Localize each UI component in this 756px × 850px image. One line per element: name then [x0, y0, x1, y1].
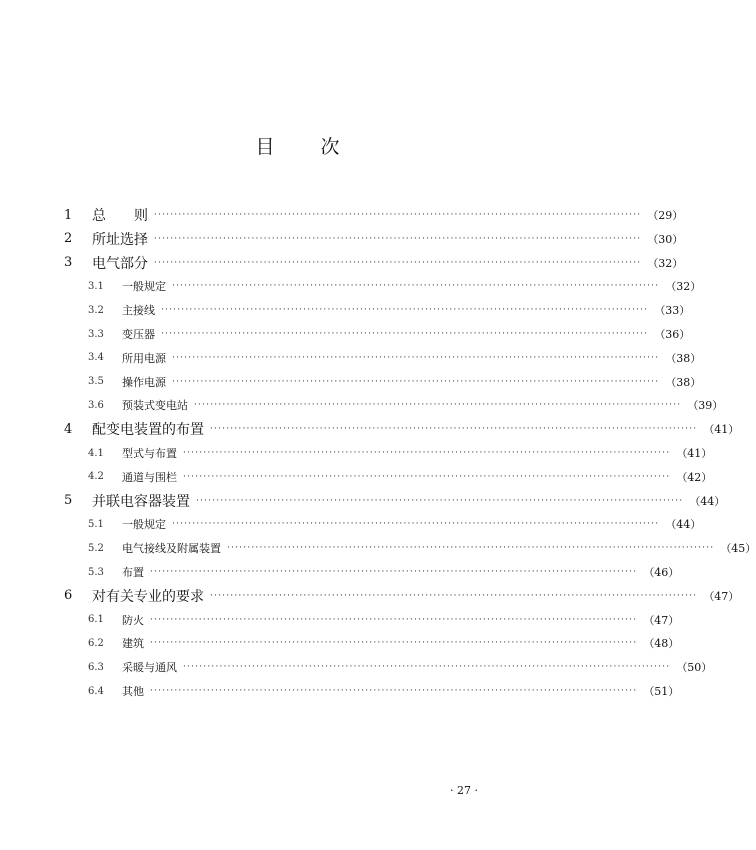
toc-entry-label: 所址选择 [92, 231, 148, 248]
toc-entry-label: 配变电装置的布置 [92, 422, 204, 439]
toc-entry [64, 229, 684, 249]
toc-entry-page: （47） [643, 613, 680, 627]
toc-entry-page: （51） [643, 685, 680, 698]
toc-entry-number: 4.2 [88, 471, 104, 483]
toc-entry-page: （32） [665, 280, 702, 294]
toc-leader-dots: ························································································································ [196, 495, 684, 506]
toc-entry-number: 1 [64, 207, 73, 223]
toc-leader-dots: ························································································································ [154, 257, 642, 268]
toc-leader-dots: ························································································································ [154, 210, 642, 220]
toc-entry [64, 586, 740, 606]
toc-entry-label: 电气部分 [92, 255, 148, 272]
toc-entry [64, 562, 680, 582]
toc-entry-label: 型式与布置 [122, 447, 177, 460]
toc-entry-label: 通道与围栏 [122, 470, 177, 484]
toc-entry [64, 372, 702, 392]
toc-entry-label: 并联电容器装置 [92, 493, 190, 510]
toc-entry-number: 6.4 [88, 685, 104, 697]
toc-entry-number: 6.2 [88, 637, 104, 649]
toc-entry [64, 491, 726, 511]
toc-leader-dots: ························································································································ [172, 352, 660, 363]
toc-entry-page: （38） [665, 375, 702, 389]
toc-entry-page: （47） [703, 589, 740, 603]
toc-leader-dots: ························································································································ [161, 305, 649, 316]
toc-entry [64, 514, 702, 534]
toc-entry-label: 防火 [122, 613, 144, 627]
toc-entry-label: 对有关专业的要求 [92, 588, 204, 605]
toc-entry-number: 5.1 [88, 518, 104, 530]
toc-entry-page: （50） [676, 661, 713, 675]
toc-entry-number: 6.3 [88, 661, 104, 673]
toc-entry-label: 布置 [122, 566, 144, 579]
toc-entry-number: 5 [64, 493, 73, 509]
toc-entry-page: （44） [689, 494, 726, 508]
toc-leader-dots: ························································································································ [194, 400, 682, 411]
toc-entry-number: 4 [64, 421, 73, 437]
toc-entry-label: 电气接线及附属装置 [122, 542, 221, 556]
toc-leader-dots: ························································································································ [183, 448, 671, 458]
toc-leader-dots: ························································································································ [172, 281, 660, 292]
toc-entry-label: 其他 [122, 685, 144, 698]
toc-leader-dots: ························································································································ [161, 329, 649, 339]
toc-entry-page: （44） [665, 518, 702, 532]
toc-entry [64, 300, 691, 320]
toc-entry [64, 348, 702, 368]
toc-entry [64, 324, 691, 344]
toc-entry-page: （32） [647, 256, 684, 270]
toc-entry [64, 443, 713, 463]
toc-leader-dots: ························································································································ [150, 614, 638, 625]
toc-entry [64, 419, 740, 439]
toc-entry [64, 467, 713, 487]
toc-entry-number: 2 [64, 231, 73, 247]
toc-entry-number: 6 [64, 588, 73, 604]
toc-entry-label: 操作电源 [122, 375, 166, 389]
toc-entry-label: 总 则 [92, 208, 148, 224]
toc-entry-label: 一般规定 [122, 518, 166, 532]
toc-entry [64, 633, 680, 653]
toc-entry-number: 6.1 [88, 614, 104, 626]
toc-entry-page: （39） [687, 399, 724, 413]
toc-leader-dots: ························································································································ [154, 233, 642, 244]
toc-entry-number: 3.4 [88, 352, 104, 364]
toc-entry-number: 3.3 [88, 328, 104, 340]
toc-entry-page: （36） [654, 328, 691, 341]
toc-entry-label: 变压器 [122, 328, 155, 341]
toc-entry [64, 395, 724, 415]
toc-title [0, 132, 595, 159]
toc-entry-number: 5.3 [88, 566, 104, 578]
toc-entry-label: 建筑 [122, 637, 144, 651]
toc-entry-page: （41） [676, 447, 713, 460]
toc-entry-number: 3.1 [88, 280, 104, 292]
toc-entry-number: 3.5 [88, 376, 104, 388]
toc-title-part1: 目 [255, 136, 275, 158]
toc-leader-dots: ························································································································ [150, 567, 638, 577]
toc-entry-number: 4.1 [88, 447, 104, 459]
toc-entry-page: （30） [647, 232, 684, 246]
toc-entry-number: 3.2 [88, 304, 104, 316]
toc-entry-page: （29） [647, 209, 684, 222]
toc-entry-page: （46） [643, 566, 680, 579]
toc-leader-dots: ························································································································ [210, 424, 698, 435]
toc-entry [64, 205, 684, 225]
toc-leader-dots: ························································································································ [150, 638, 638, 649]
toc-entry-page: （33） [654, 304, 691, 318]
toc-leader-dots: ························································································································ [150, 686, 638, 696]
toc-entry-number: 3 [64, 255, 73, 271]
toc-entry [64, 610, 680, 630]
toc-entry [64, 538, 756, 558]
toc-entry-page: （45） [720, 542, 756, 556]
page-number: · 27 · [450, 784, 478, 797]
toc-entry [64, 681, 680, 701]
toc-entry [64, 657, 713, 677]
toc-entry-page: （41） [703, 423, 740, 437]
toc-entry-label: 一般规定 [122, 280, 166, 294]
toc-entry-page: （48） [643, 637, 680, 651]
toc-entry-label: 所用电源 [122, 351, 166, 365]
toc-entry-label: 采暖与通风 [122, 661, 177, 675]
toc-leader-dots: ························································································································ [172, 376, 660, 387]
toc-leader-dots: ························································································································ [227, 543, 715, 554]
toc-entry-label: 预装式变电站 [122, 399, 188, 413]
toc-leader-dots: ························································································································ [183, 662, 671, 673]
toc-title-part2: 次 [320, 136, 340, 158]
toc-entry [64, 276, 702, 296]
toc-leader-dots: ························································································································ [210, 590, 698, 601]
toc-entry-number: 5.2 [88, 542, 104, 554]
toc-leader-dots: ························································································································ [183, 471, 671, 482]
toc-leader-dots: ························································································································ [172, 519, 660, 530]
toc-entry [64, 253, 684, 273]
toc-entry-page: （42） [676, 470, 713, 484]
toc-entry-number: 3.6 [88, 399, 104, 411]
toc-entry-page: （38） [665, 351, 702, 365]
toc-entry-label: 主接线 [122, 304, 155, 318]
